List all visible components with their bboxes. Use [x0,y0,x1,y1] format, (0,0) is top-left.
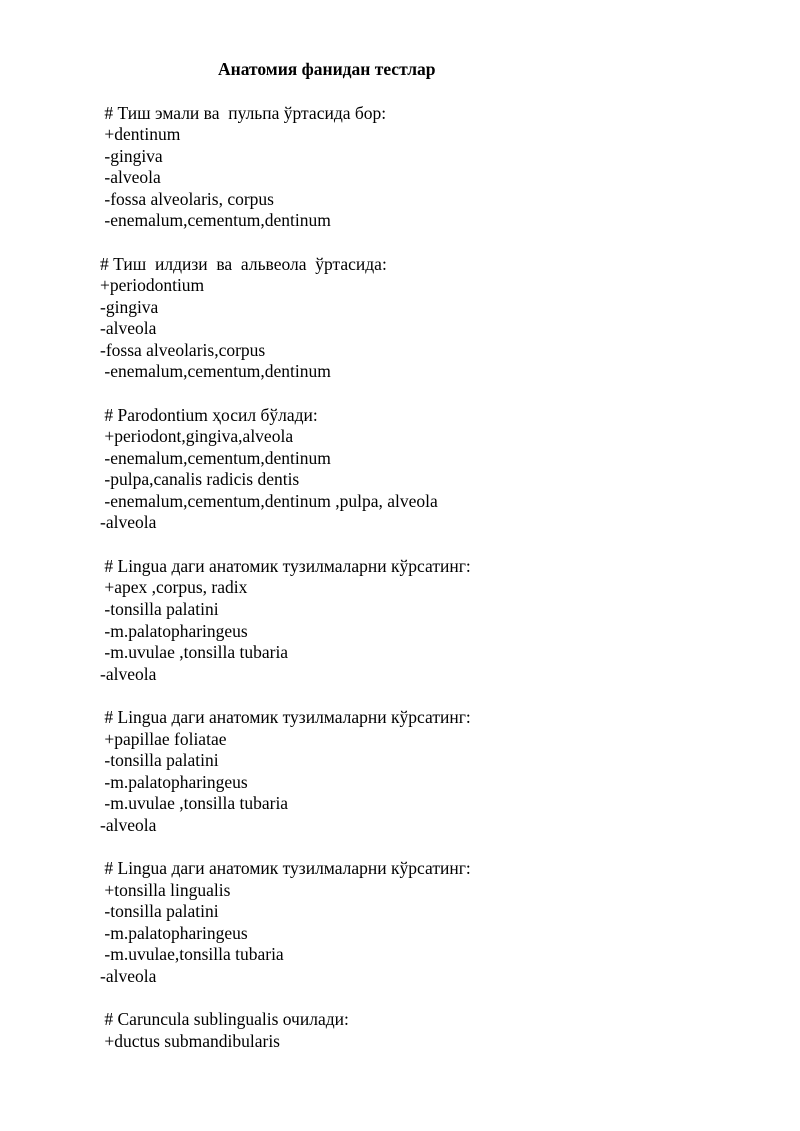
answer-option: -fossa alveolaris,corpus [100,340,266,360]
question-text: # Lingua даги анатомик тузилмаларни кўрсатинг: [100,707,471,727]
answer-option: -m.uvulae ,tonsilla tubaria [100,793,289,813]
answer-option: -pulpa,canalis radicis dentis [100,469,300,489]
answer-option: -alveola [100,318,157,338]
answer-option: -m.palatopharingeus [100,772,248,792]
question-text: # Parodontium ҳосил бўлади: [100,405,318,425]
answer-option: -fossa alveolaris, corpus [100,189,274,209]
answer-option: -tonsilla palatini [100,901,219,921]
answer-option: +papillae foliatae [100,729,227,749]
document-title: Анатомия фанидан тестлар [218,59,436,79]
answer-option: -gingiva [100,297,159,317]
answer-option: -m.uvulae,tonsilla tubaria [100,944,284,964]
question-text: # Lingua даги анатомик тузилмаларни кўрсатинг: [100,556,471,576]
answer-option: -tonsilla palatini [100,750,219,770]
answer-option: -m.palatopharingeus [100,621,248,641]
question-text: # Тиш илдизи ва альвеола ўртасида: [100,254,387,274]
answer-option: -enemalum,cementum,dentinum ,pulpa, alveola [100,491,438,511]
answer-option: -m.palatopharingeus [100,923,248,943]
answer-option: +dentinum [100,124,181,144]
answer-option: -enemalum,cementum,dentinum [100,448,331,468]
question-text: # Тиш эмали ва пульпа ўртасида бор: [100,103,387,123]
question-text: # Lingua даги анатомик тузилмаларни кўрсатинг: [100,858,471,878]
answer-option: +apex ,corpus, radix [100,577,248,597]
answer-option: -enemalum,cementum,dentinum [100,210,331,230]
answer-option: -alveola [100,512,157,532]
question-text: # Caruncula sublingualis очилади: [100,1009,349,1029]
answer-option: -gingiva [100,146,163,166]
answer-option: -tonsilla palatini [100,599,219,619]
answer-option: -alveola [100,966,157,986]
answer-option: -enemalum,cementum,dentinum [100,361,331,381]
answer-option: -alveola [100,167,161,187]
answer-option: -alveola [100,664,157,684]
answer-option: +periodont,gingiva,alveola [100,426,294,446]
answer-option: +ductus submandibularis [100,1031,280,1051]
answer-option: -alveola [100,815,157,835]
answer-option: +tonsilla lingualis [100,880,231,900]
answer-option: +periodontium [100,275,205,295]
answer-option: -m.uvulae ,tonsilla tubaria [100,642,289,662]
